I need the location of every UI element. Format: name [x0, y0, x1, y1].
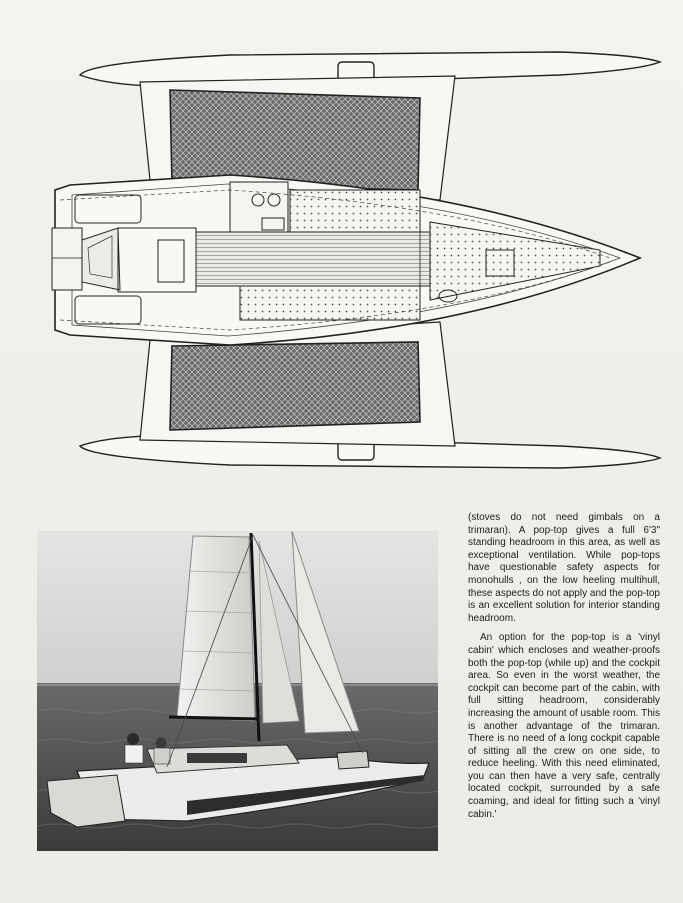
bottom-trampoline-net — [170, 342, 420, 430]
trimaran-sailing-photo — [37, 531, 438, 851]
main-hull — [52, 175, 640, 345]
paragraph-2: An option for the pop-top is a 'vinyl cabin' which encloses and weather-proofs both the pop-top (while up) and the cockpit area. So even in the worst weather, the cockpit can become part of the cabin, with full sitting headroom, considerably increasing the amount of usable room. This is another advantage of the trimaran. There is no need of a long cockpit capable of sitting all the crew on one side, to reduce heeling. With this need eliminated, you can then have a very safe, centrally located cockpit, surrounded by a safe coaming, and ideal for fitting such a 'vinyl cabin.' — [468, 632, 660, 820]
paragraph-1: (stoves do not need gimbals on a trimaran). A pop-top gives a full 6'3" standing headroom in this area, as well as exceptional ventilation. While pop-tops have questionable safety aspects for monohulls , on the low heeling multihull, these aspects do not apply and the pop-top is an excellent solution for interior standing headroom. — [468, 512, 660, 624]
trimaran-deck-plan — [40, 40, 680, 480]
article-text — [468, 512, 660, 828]
top-trampoline-net — [170, 90, 420, 190]
